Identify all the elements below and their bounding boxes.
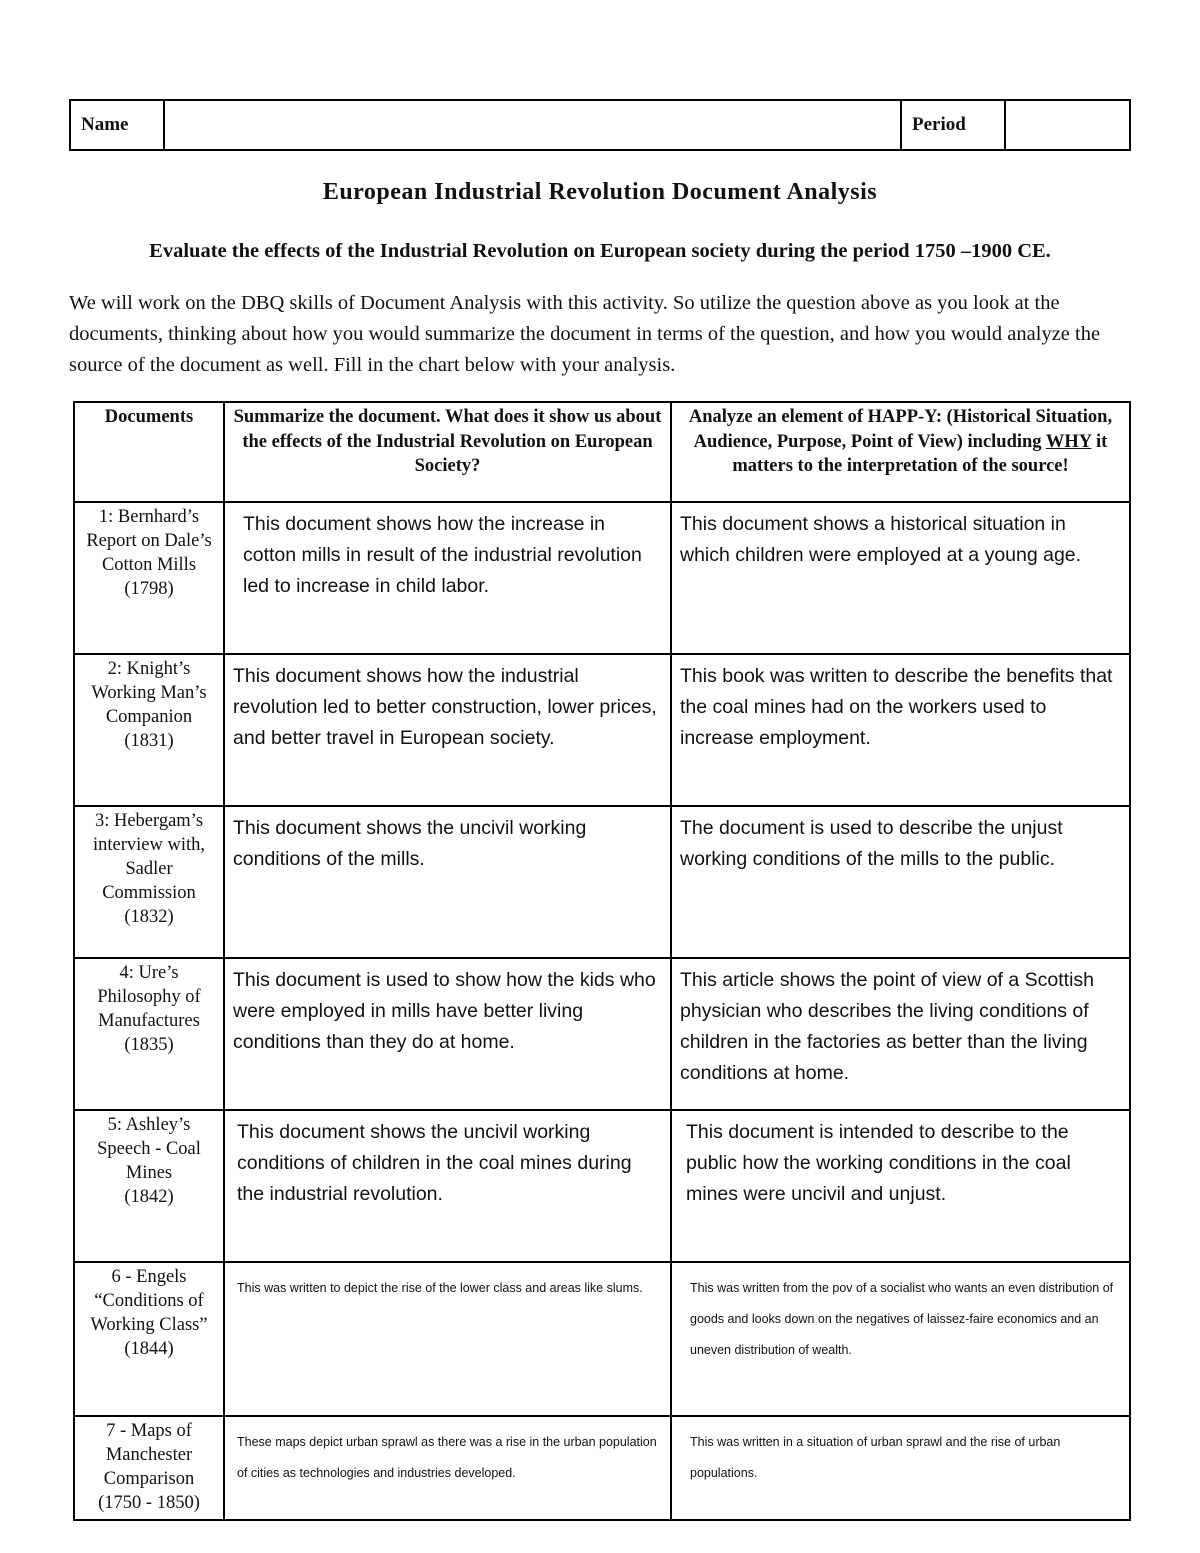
- header-analyze-pre: Analyze an element of HAPP-Y: (Historical Situation, Audience, Purpose, Point of View) including: [688, 407, 1113, 452]
- name-label: Name: [70, 100, 164, 150]
- page-title: European Industrial Revolution Document Analysis: [322, 179, 878, 205]
- document-title: 3: Hebergam’s interview with, Sadler Commission: [92, 811, 205, 903]
- header-analyze-why: WHY: [1045, 431, 1092, 452]
- document-year: (1842): [124, 1187, 174, 1207]
- summary-cell[interactable]: This document shows the uncivil working conditions of children in the coal mines during the industrial revolution.: [224, 1110, 671, 1262]
- table-row: [74, 1262, 1130, 1416]
- document-cell: [74, 806, 224, 958]
- analysis-table: [73, 401, 1131, 1521]
- document-cell: [74, 1110, 224, 1262]
- table-row: [74, 654, 1130, 806]
- name-field[interactable]: [164, 100, 901, 150]
- table-row: [74, 806, 1130, 958]
- table-row: [74, 958, 1130, 1110]
- document-year: (1832): [124, 907, 174, 927]
- summary-cell[interactable]: This document shows how the industrial revolution led to better construction, lower prices, and better travel in European society.: [224, 654, 671, 806]
- document-year: (1750 - 1850): [98, 1493, 200, 1513]
- analysis-cell[interactable]: This document is intended to describe to the public how the working conditions in the coal mines were uncivil and unjust.: [671, 1110, 1130, 1262]
- table-header-row: [74, 402, 1130, 502]
- document-year: (1798): [124, 579, 174, 599]
- summary-cell[interactable]: These maps depict urban sprawl as there was a rise in the urban population of cities as technologies and industries developed.: [224, 1416, 671, 1520]
- document-year: (1835): [124, 1035, 174, 1055]
- document-cell: [74, 958, 224, 1110]
- analysis-cell[interactable]: This was written in a situation of urban sprawl and the rise of urban populations.: [671, 1416, 1130, 1520]
- summary-cell[interactable]: This document shows the uncivil working conditions of the mills.: [224, 806, 671, 958]
- header-summarize: Summarize the document. What does it show us about the effects of the Industrial Revolution on European Society?: [224, 402, 671, 502]
- analysis-cell[interactable]: This was written from the pov of a socialist who wants an even distribution of goods and looks down on the negatives of laissez-faire economics and an uneven distribution of wealth.: [671, 1262, 1130, 1416]
- period-label: Period: [901, 100, 1005, 150]
- table-row: [74, 502, 1130, 654]
- analysis-cell[interactable]: This article shows the point of view of a Scottish physician who describes the living conditions of children in the factories as better than the living conditions at home.: [671, 958, 1130, 1110]
- document-cell: [74, 1262, 224, 1416]
- header-analyze-post: it matters to the interpretation of the source!: [732, 431, 1108, 476]
- document-year: (1831): [124, 731, 174, 751]
- analysis-cell[interactable]: This document shows a historical situation in which children were employed at a young age.: [671, 502, 1130, 654]
- analysis-cell[interactable]: The document is used to describe the unjust working conditions of the mills to the public.: [671, 806, 1130, 958]
- document-title: 2: Knight’s Working Man’s Companion: [91, 659, 207, 727]
- document-title: 4: Ure’s Philosophy of Manufactures: [97, 963, 201, 1031]
- instructions-text: We will work on the DBQ skills of Document Analysis with this activity. So utilize the question above as you look at the documents, thinking about how you would summarize the document in terms of the question, and how you would analyze the source of the document as well. Fill in the chart below with your analysis.: [69, 292, 1101, 376]
- document-title: 7 - Maps of Manchester Comparison: [103, 1421, 195, 1489]
- document-title: 6 - Engels “Conditions of Working Class”: [90, 1267, 208, 1335]
- header-documents: Documents: [74, 402, 224, 502]
- prompt-question: Evaluate the effects of the Industrial Revolution on European society during the period 1750 –1900 CE.: [149, 240, 1051, 262]
- period-field[interactable]: [1005, 100, 1130, 150]
- table-row: [74, 1416, 1130, 1520]
- document-title: 5: Ashley’s Speech - Coal Mines: [97, 1115, 201, 1183]
- document-cell: [74, 502, 224, 654]
- name-period-header: [69, 99, 1131, 151]
- analysis-cell[interactable]: This book was written to describe the benefits that the coal mines had on the workers used to increase employment.: [671, 654, 1130, 806]
- header-analyze: [671, 402, 1130, 502]
- summary-cell[interactable]: This document is used to show how the kids who were employed in mills have better living conditions than they do at home.: [224, 958, 671, 1110]
- document-year: (1844): [124, 1339, 174, 1359]
- document-cell: [74, 1416, 224, 1520]
- table-row: [74, 1110, 1130, 1262]
- document-title: 1: Bernhard’s Report on Dale’s Cotton Mills: [86, 507, 212, 575]
- summary-cell[interactable]: This document shows how the increase in cotton mills in result of the industrial revolution led to increase in child labor.: [224, 502, 671, 654]
- document-cell: [74, 654, 224, 806]
- summary-cell[interactable]: This was written to depict the rise of the lower class and areas like slums.: [224, 1262, 671, 1416]
